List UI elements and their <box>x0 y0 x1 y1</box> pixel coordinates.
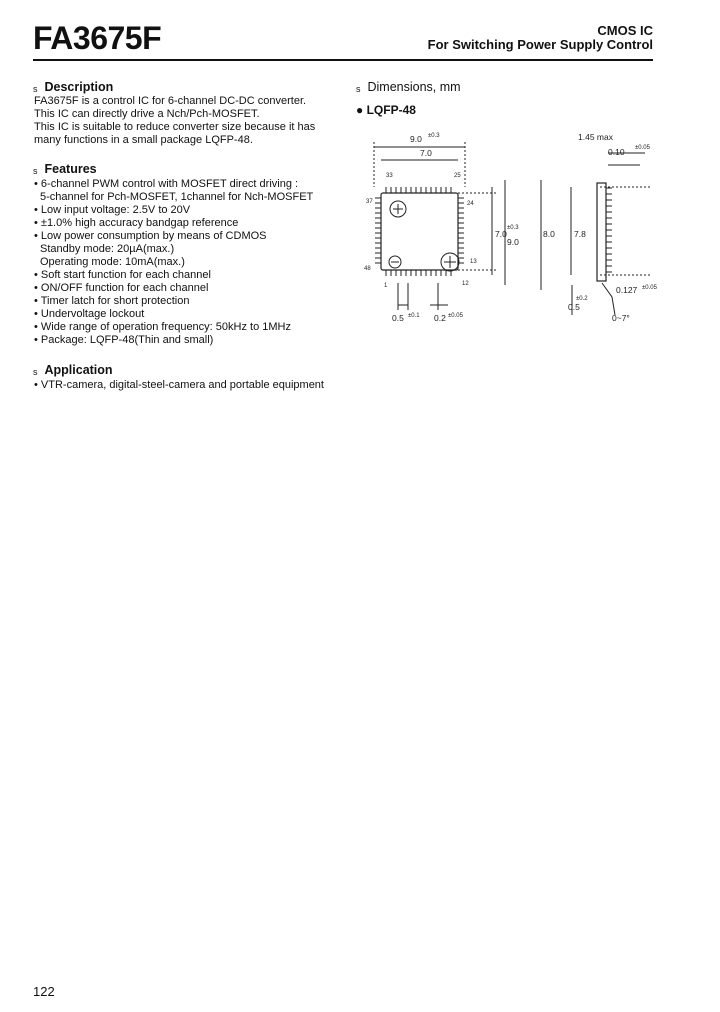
dimensions-heading-text: Dimensions, mm <box>367 80 461 94</box>
pins <box>375 187 612 310</box>
description-heading-text: Description <box>44 80 114 94</box>
lead-foot <box>602 283 615 315</box>
label-lead-width: 0.2 <box>434 313 446 323</box>
feature-item: • Soft start function for each channel <box>34 269 211 281</box>
label-side-body: 7.8 <box>574 229 586 239</box>
side-body <box>597 183 606 281</box>
application-heading-text: Application <box>44 363 113 377</box>
description-line: This IC is suitable to reduce converter size because it has <box>34 121 316 133</box>
feature-item: • Timer latch for short protection <box>34 295 190 307</box>
label-foot-len-tol: ±0.2 <box>576 296 588 302</box>
part-number-title: FA3675F <box>33 20 162 56</box>
label-foot-h-tol: ±0.05 <box>642 285 657 291</box>
label-top-outer-tol: ±0.3 <box>428 133 440 139</box>
label-side-max: 1.45 max <box>578 132 613 142</box>
description-heading <box>33 81 113 94</box>
features-heading <box>33 163 97 176</box>
label-pin-37: 37 <box>366 199 373 205</box>
description-line: FA3675F is a control IC for 6-channel DC-DC converter. <box>34 95 307 107</box>
label-pin-1: 1 <box>384 283 388 289</box>
label-right-body: 7.0 <box>495 229 507 239</box>
label-pin-24: 24 <box>467 201 474 207</box>
feature-item: • Undervoltage lockout <box>34 308 145 320</box>
feature-item: • Low input voltage: 2.5V to 20V <box>34 204 191 216</box>
label-pitch-tol: ±0.1 <box>408 313 420 319</box>
label-lead-thick: 0.10 <box>608 147 625 157</box>
section-bullet: s <box>33 166 38 176</box>
dimensions-heading <box>356 81 461 94</box>
description-line: This IC can directly drive a Nch/Pch-MOSFET. <box>34 108 260 120</box>
label-pin-13: 13 <box>470 259 477 265</box>
features-list <box>34 178 313 347</box>
application-list <box>34 379 324 392</box>
feature-item: • 6-channel PWM control with MOSFET direct driving : <box>34 178 299 190</box>
subtitle-label: For Switching Power Supply Control <box>427 37 653 52</box>
feature-item: • ±1.0% high accuracy bandgap reference <box>34 217 239 229</box>
section-bullet: s <box>33 367 38 377</box>
label-pin-33: 33 <box>386 173 393 179</box>
label-angle: 0~7° <box>612 313 630 323</box>
label-top-body: 7.0 <box>420 148 432 158</box>
feature-item: 5-channel for Pch-MOSFET, 1channel for Nch-MOSFET <box>40 191 314 203</box>
label-lead-thick-tol: ±0.05 <box>635 145 650 151</box>
header-rule <box>33 59 653 61</box>
section-bullet: s <box>356 84 361 94</box>
section-bullet: s <box>33 84 38 94</box>
label-side-outer: 8.0 <box>543 229 555 239</box>
label-foot-h: 0.127 <box>616 285 638 295</box>
category-label: CMOS IC <box>597 23 653 38</box>
package-body <box>381 193 458 270</box>
label-right-outer-tol: ±0.3 <box>507 225 519 231</box>
feature-item: • Low power consumption by means of CDMOS <box>34 230 267 242</box>
label-right-outer: 9.0 <box>507 237 519 247</box>
label-foot-len: 0.5 <box>568 302 580 312</box>
application-item: • VTR-camera, digital-steel-camera and portable equipment <box>34 379 324 391</box>
feature-item: • Wide range of operation frequency: 50kHz to 1MHz <box>34 321 291 333</box>
label-top-outer: 9.0 <box>410 134 422 144</box>
label-pitch: 0.5 <box>392 313 404 323</box>
label-pin-25: 25 <box>454 173 461 179</box>
package-outline-drawing <box>350 125 670 335</box>
label-lead-width-tol: ±0.05 <box>448 313 463 319</box>
feature-item: Operating mode: 10mA(max.) <box>40 256 185 268</box>
application-heading <box>33 364 113 377</box>
package-label: ● LQFP-48 <box>356 103 416 117</box>
page-number: 122 <box>33 984 55 999</box>
label-pin-12: 12 <box>462 281 469 287</box>
description-text <box>34 95 315 147</box>
features-heading-text: Features <box>44 162 97 176</box>
feature-item: Standby mode: 20µA(max.) <box>40 243 175 255</box>
feature-item: • Package: LQFP-48(Thin and small) <box>34 334 214 346</box>
feature-item: • ON/OFF function for each channel <box>34 282 209 294</box>
description-line: many functions in a small package LQFP-48. <box>34 134 253 146</box>
label-pin-48: 48 <box>364 266 371 272</box>
